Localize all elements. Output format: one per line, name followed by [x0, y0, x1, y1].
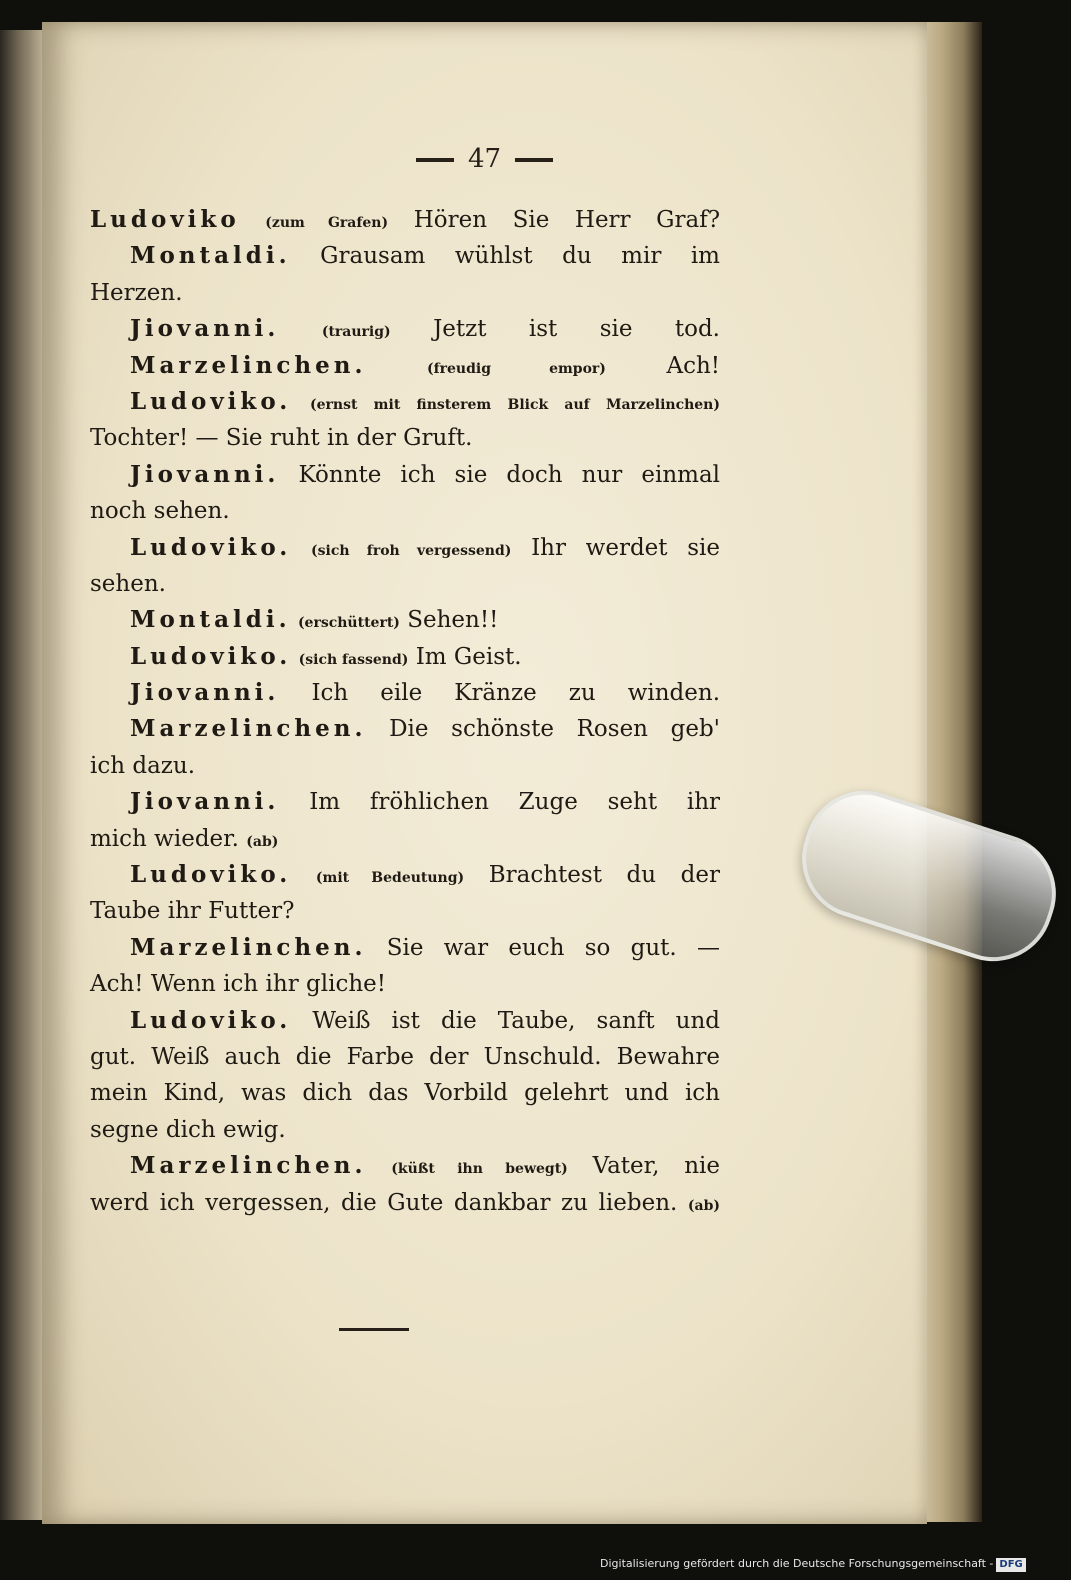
- stage-direction: (sich froh vergessend): [311, 542, 512, 559]
- dialogue-text: segne dich ewig.: [90, 1116, 286, 1143]
- footer-credit-text: Digitalisierung gefördert durch die Deutsche Forschungsgemeinschaft -: [600, 1557, 994, 1570]
- dialogue-text: Könnte ich sie doch nur einmal: [298, 461, 721, 488]
- page-number-dash-right: [515, 158, 553, 162]
- closing-rule: [339, 1328, 409, 1331]
- dialogue-text: Herzen.: [90, 279, 183, 306]
- text-line: [90, 1112, 720, 1148]
- dialogue-text: Sehen!!: [407, 607, 499, 634]
- text-line: [90, 238, 720, 274]
- speaker-name: Jiovanni.: [130, 679, 280, 707]
- speaker-name: Ludoviko: [90, 206, 240, 233]
- text-line: [90, 275, 720, 311]
- stage-direction: (freudig empor): [427, 360, 606, 377]
- text-line: [90, 202, 720, 238]
- dialogue-text: Weiß ist die Taube, sanft und: [312, 1007, 721, 1034]
- speaker-name: Jiovanni.: [130, 788, 280, 816]
- speaker-name: Marzelinchen.: [130, 715, 367, 743]
- page-number-value: 47: [467, 144, 502, 174]
- text-line: [90, 1185, 720, 1221]
- text-line: [90, 639, 720, 675]
- speaker-name: Montaldi.: [130, 606, 291, 634]
- stage-direction: (sich fassend): [298, 651, 409, 668]
- text-line: [90, 1039, 720, 1075]
- dialogue-text: Jetzt ist sie tod.: [433, 316, 720, 343]
- page-number: [42, 144, 927, 174]
- stage-direction: (ab): [246, 833, 279, 850]
- text-line: [90, 530, 720, 566]
- dialogue-text: Vater, nie: [592, 1153, 721, 1180]
- dialogue-text: Taube ihr Futter?: [90, 898, 295, 925]
- dialogue-text: Im fröhlichen Zuge seht ihr: [309, 789, 721, 816]
- stage-direction: (erschüttert): [297, 615, 400, 632]
- stage-direction: (mit Bedeutung): [315, 870, 465, 887]
- dialogue-text: ich dazu.: [90, 752, 196, 779]
- text-line: [90, 784, 720, 820]
- speaker-name: Marzelinchen.: [130, 351, 367, 379]
- dialogue-text: mich wieder.: [90, 825, 239, 852]
- speaker-name: Ludoviko.: [130, 1006, 292, 1034]
- dialogue-text: Tochter! — Sie ruht in der Gruft.: [90, 425, 473, 452]
- right-page-edges: [920, 22, 982, 1522]
- speaker-name: Marzelinchen.: [130, 1152, 367, 1180]
- speaker-name: Jiovanni.: [130, 315, 280, 343]
- text-line: [90, 493, 720, 529]
- text-line: [90, 602, 720, 638]
- text-line: [90, 420, 720, 456]
- text-line: [90, 857, 720, 893]
- text-line: [90, 893, 720, 929]
- speaker-name: Montaldi.: [130, 242, 291, 270]
- dfg-logo: DFG: [996, 1558, 1025, 1572]
- dialogue-text: Im Geist.: [415, 643, 522, 670]
- book-page: [42, 22, 927, 1524]
- speaker-name: Ludoviko.: [130, 642, 292, 670]
- left-page-edge: [0, 30, 42, 1520]
- stage-direction: (zum Grafen): [265, 215, 389, 231]
- text-line: [90, 748, 720, 784]
- dialogue-text: mein Kind, was dich das Vorbild gelehrt und ich: [90, 1080, 720, 1107]
- text-line: [90, 821, 720, 857]
- speaker-name: Ludoviko.: [130, 861, 292, 889]
- dialogue-text: Die schönste Rosen geb': [389, 716, 720, 743]
- text-line: [90, 566, 720, 602]
- speaker-name: Ludoviko.: [130, 533, 292, 561]
- dialogue-text: sehen.: [90, 570, 166, 597]
- dialogue-text: gut. Weiß auch die Farbe der Unschuld. Bewahre: [90, 1043, 720, 1070]
- stage-direction: (küßt ihn bewegt): [391, 1161, 568, 1178]
- page-number-dash-left: [416, 158, 454, 162]
- dialogue-text: Hören Sie Herr Graf?: [413, 207, 721, 233]
- dialogue-text: noch sehen.: [90, 498, 230, 525]
- stage-direction: (traurig): [321, 324, 391, 341]
- play-text: [90, 202, 720, 1221]
- dialogue-text: Ihr werdet sie: [531, 534, 720, 561]
- stage-direction: (ab): [687, 1197, 720, 1214]
- footer-credit: [600, 1553, 1023, 1575]
- dialogue-text: Grausam wühlst du mir im: [320, 243, 720, 270]
- text-line: [90, 1003, 720, 1039]
- text-line: [90, 457, 720, 493]
- dialogue-text: Sie war euch so gut. —: [386, 934, 720, 961]
- speaker-name: Jiovanni.: [130, 460, 280, 488]
- stage-direction: (ernst mit finsterem Blick auf Marzelinchen): [310, 396, 720, 413]
- dialogue-text: Ach!: [666, 352, 721, 379]
- text-line: [90, 711, 720, 747]
- text-line: [90, 675, 720, 711]
- text-line: [90, 1148, 720, 1184]
- speaker-name: Marzelinchen.: [130, 933, 367, 961]
- speaker-name: Ludoviko.: [130, 387, 292, 415]
- text-line: [90, 1075, 720, 1111]
- text-line: [90, 348, 720, 384]
- dialogue-text: Ach! Wenn ich ihr gliche!: [90, 971, 386, 998]
- text-line: [90, 930, 720, 966]
- text-line: [90, 966, 720, 1002]
- text-line: [90, 311, 720, 347]
- dialogue-text: werd ich vergessen, die Gute dankbar zu lieben.: [90, 1189, 678, 1216]
- dialogue-text: Brachtest du der: [488, 862, 720, 889]
- text-line: [90, 384, 720, 420]
- dialogue-text: Ich eile Kränze zu winden.: [311, 680, 721, 707]
